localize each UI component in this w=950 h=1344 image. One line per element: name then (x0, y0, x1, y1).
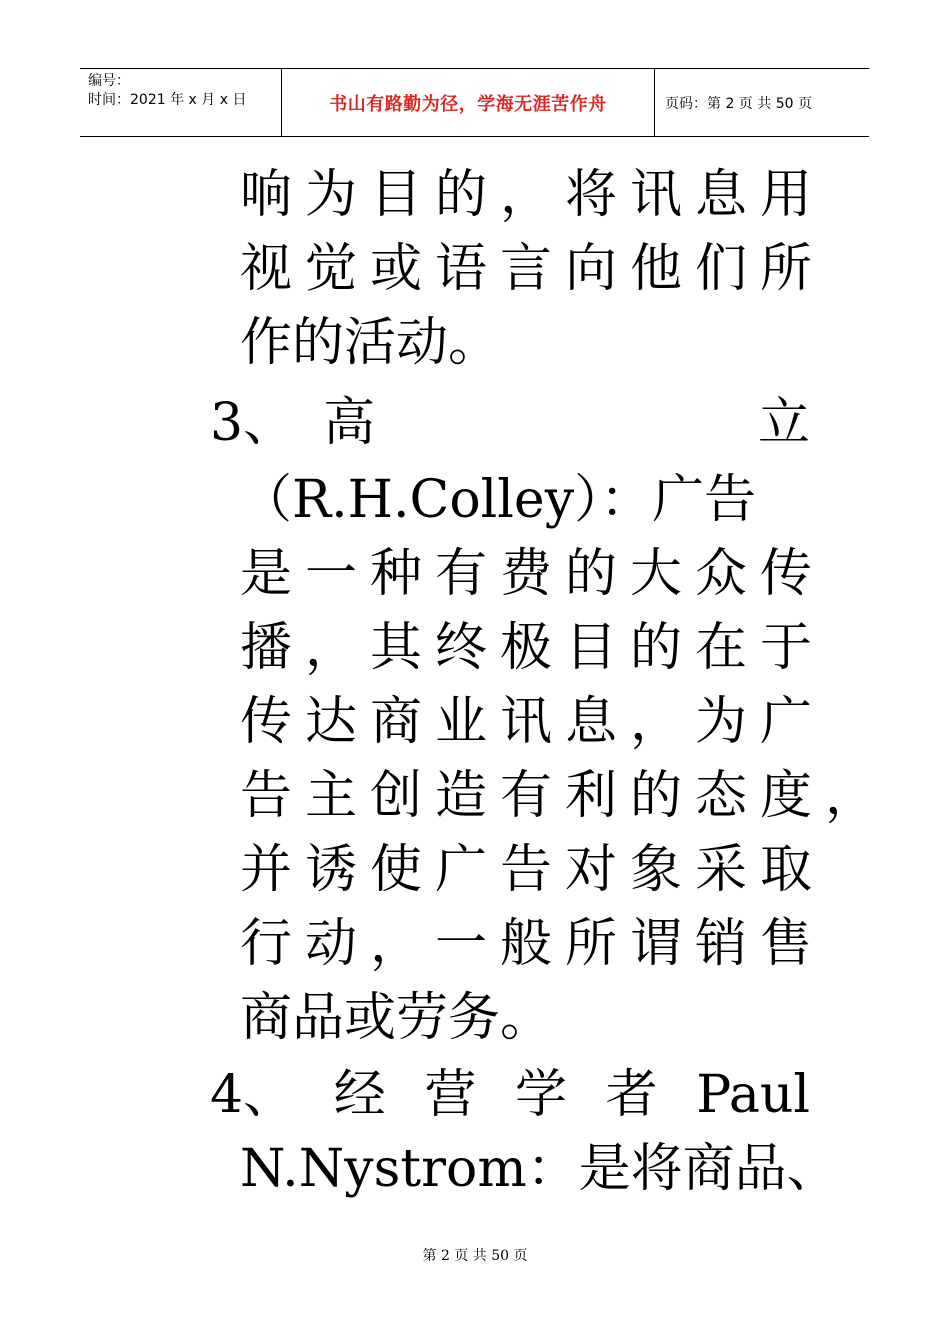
number-label: 编号： (88, 73, 130, 89)
header-table (80, 68, 869, 137)
body-line: 视觉或语言向他们所 (240, 239, 826, 299)
body-word: Paul (696, 1065, 810, 1125)
list-item-3-heading (210, 386, 810, 460)
body-line: 播，其终极目的在于 (240, 618, 826, 678)
list-item-4-heading (210, 1058, 810, 1132)
motto: 书山有路勤为径，学海无涯苦作舟 (329, 93, 607, 115)
body-word: 高 (323, 393, 376, 453)
time-label: 时间：2021 年 x 月 x 日 (88, 92, 247, 108)
body-word: 营 (424, 1065, 477, 1125)
body-line: 响为目的，将讯息用 (240, 165, 826, 225)
body-line: N.Nystrom：是将商品、 (240, 1139, 839, 1199)
body-line: 并诱使广告对象采取 (240, 840, 826, 900)
body-line: 商品或劳务。 (240, 988, 553, 1048)
body-line: 行动，一般所谓销售 (240, 914, 826, 974)
header-motto-cell (281, 69, 655, 136)
body-word: 者 (605, 1065, 658, 1125)
header-page-cell (655, 69, 869, 136)
page-info: 页码：第 2 页 共 50 页 (665, 95, 812, 112)
page-footer: 第 2 页 共 50 页 (422, 1248, 528, 1264)
body-word: 立 (757, 393, 810, 453)
body-line: （R.H.Colley）：广告 (240, 470, 757, 530)
header-meta (80, 69, 281, 136)
body-line: 传达商业讯息，为广 (240, 692, 826, 752)
list-number: 4、 (210, 1065, 296, 1125)
body-word: 学 (514, 1065, 567, 1125)
list-number: 3、 (210, 393, 296, 453)
body-line: 告主创造有利的态度， (240, 766, 891, 826)
body-line: 是一种有费的大众传 (240, 544, 826, 604)
body-word: 经 (333, 1065, 386, 1125)
body-line: 作的活动。 (240, 313, 501, 373)
